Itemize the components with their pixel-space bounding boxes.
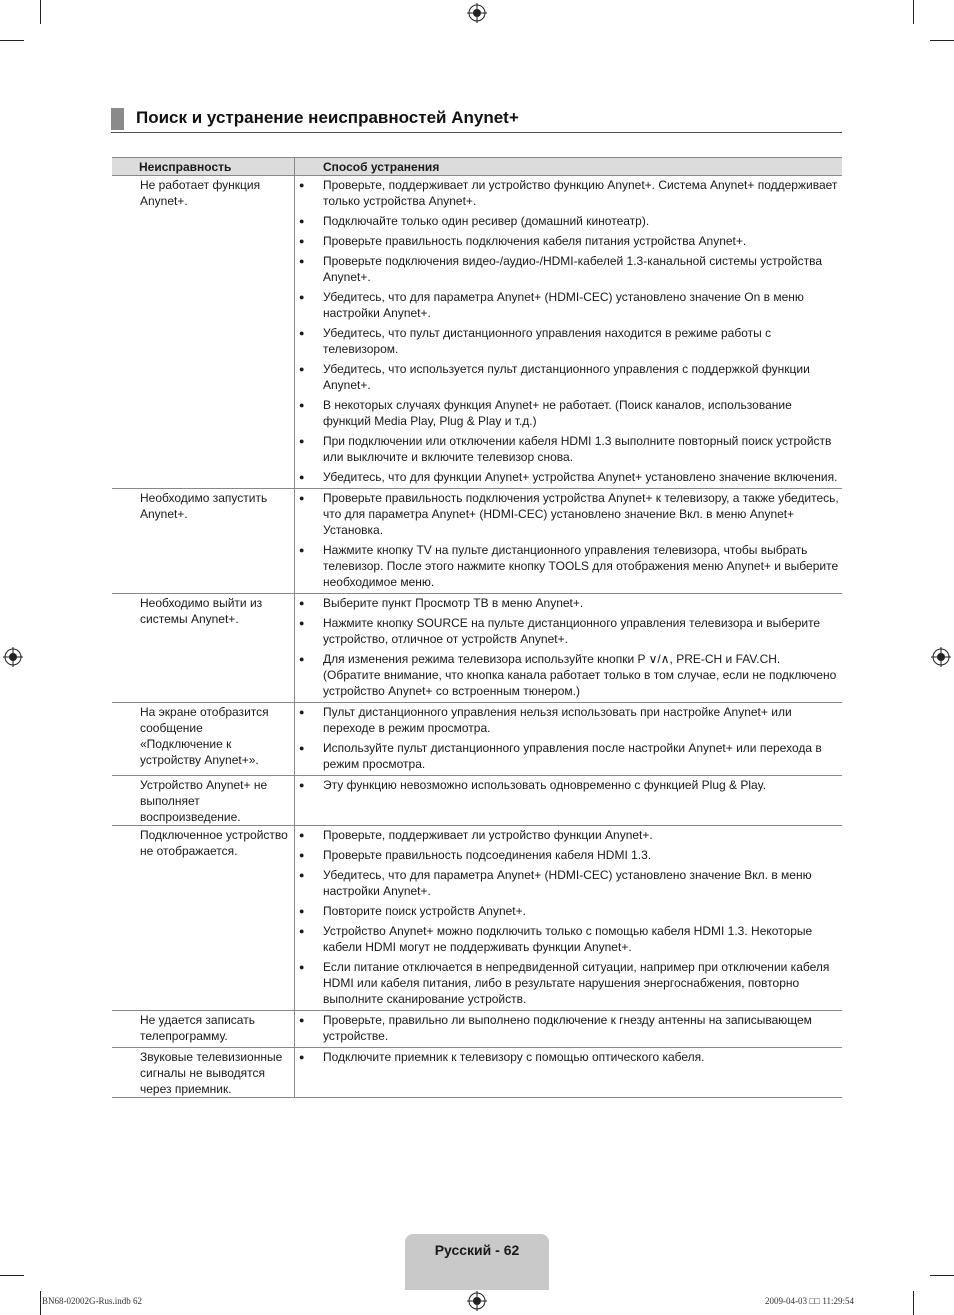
solution-item: ● Проверьте, поддерживает ли устройство функцию Anynet+. Система Anynet+ поддерживает только устройства Anynet+. (295, 176, 842, 212)
solution-item: ● Убедитесь, что для функции Anynet+ устройства Anynet+ установлено значение включения. (295, 468, 842, 488)
crop-mark (930, 40, 954, 41)
table-header-row (112, 158, 842, 176)
title-marker (111, 108, 124, 130)
solution-item: ● Проверьте, правильно ли выполнено подключение к гнезду антенны на записывающем устройстве. (295, 1011, 842, 1047)
section-header (111, 106, 842, 133)
registration-mark-icon (931, 647, 951, 667)
solution-list (295, 1011, 842, 1047)
problem-text: Устройство Anynet+ не выполняет воспроизведение. (140, 778, 268, 824)
solution-item: ● Пульт дистанционного управления нельзя использовать при настройке Anynet+ или переходе в режим просмотра. (295, 703, 842, 739)
crop-mark (913, 1291, 914, 1315)
problem-cell (112, 594, 295, 703)
problem-cell (112, 1048, 295, 1098)
table-row (112, 776, 842, 826)
solution-item: ● При подключении или отключении кабеля HDMI 1.3 выполните повторный поиск устройств или выключите и включите телевизор снова. (295, 432, 842, 468)
solution-item: ● В некоторых случаях функция Anynet+ не работает. (Поиск каналов, использование функций Media Play, Plug & Play и т.д.) (295, 396, 842, 432)
solution-cell (295, 176, 843, 489)
table-row (112, 594, 842, 703)
problem-text: Не удается записать телепрограмму. (140, 1013, 255, 1043)
print-timestamp: 2009-04-03 □□ 11:29:54 (765, 1296, 855, 1306)
solution-item: ● Подключайте только один ресивер (домашний кинотеатр). (295, 212, 842, 232)
solution-cell (295, 776, 843, 826)
registration-mark-icon (467, 1291, 487, 1311)
crop-mark (913, 0, 914, 24)
solution-cell (295, 1011, 843, 1048)
crop-mark (40, 0, 41, 24)
troubleshooting-table (112, 157, 842, 1098)
print-file-name: BN68-02002G-Rus.indb 62 (42, 1296, 143, 1306)
solution-item: ● Проверьте, поддерживает ли устройство функции Anynet+. (295, 826, 842, 846)
problem-text: Не работает функция Anynet+. (140, 178, 261, 208)
solution-cell (295, 594, 843, 703)
column-header-problem: Неисправность (112, 158, 295, 176)
solution-item: ● Убедитесь, что используется пульт дистанционного управления с поддержкой функции Anynet+. (295, 360, 842, 396)
registration-mark-icon (467, 3, 487, 23)
solution-item: ● Убедитесь, что для параметра Anynet+ (HDMI-CEC) установлено значение Вкл. в меню настройки Anynet+. (295, 866, 842, 902)
table-row (112, 703, 842, 776)
solution-list (295, 1048, 842, 1068)
page-number-tab (405, 1234, 549, 1290)
problem-text: Звуковые телевизионные сигналы не выводятся через приемник. (140, 1050, 283, 1096)
crop-mark (0, 1275, 24, 1276)
crop-mark (40, 1291, 41, 1315)
solution-item: ● Подключите приемник к телевизору с помощью оптического кабеля. (295, 1048, 842, 1068)
solution-item: ● Для изменения режима телевизора используйте кнопки P ∨/∧, PRE-CH и FAV.CH. (Обратите внимание, что кнопка канала работает только в том случае, если не подключено устройство Anynet+ со встроенным тюнером.) (295, 650, 842, 702)
solution-cell (295, 1048, 843, 1098)
solution-list (295, 776, 842, 796)
solution-item: ● Проверьте подключения видео-/аудио-/HDMI-кабелей 1.3-канальной системы устройства Anynet+. (295, 252, 842, 288)
registration-mark-icon (3, 647, 23, 667)
solution-list (295, 489, 842, 593)
problem-text: Необходимо запустить Anynet+. (140, 491, 268, 521)
solution-item: ● Эту функцию невозможно использовать одновременно с функцией Plug & Play. (295, 776, 842, 796)
problem-cell (112, 489, 295, 594)
solution-cell (295, 489, 843, 594)
table-body (112, 176, 842, 1098)
problem-text: Подключенное устройство не отображается. (140, 828, 288, 858)
solution-item: ● Нажмите кнопку TV на пульте дистанционного управления телевизора, чтобы выбрать телевизор. После этого нажмите кнопку TOOLS для отображения меню Anynet+ и выберите необходимое меню. (295, 541, 842, 593)
solution-item: ● Убедитесь, что для параметра Anynet+ (HDMI-CEC) установлено значение On в меню настройки Anynet+. (295, 288, 842, 324)
solution-item: ● Повторите поиск устройств Anynet+. (295, 902, 842, 922)
solution-cell (295, 703, 843, 776)
solution-item: ● Используйте пульт дистанционного управления после настройки Anynet+ или перехода в режим просмотра. (295, 739, 842, 775)
table-row (112, 826, 842, 1011)
solution-item: ● Проверьте правильность подключения кабеля питания устройства Anynet+. (295, 232, 842, 252)
column-header-solution: Способ устранения (295, 158, 843, 176)
problem-cell (112, 826, 295, 1011)
solution-item: ● Выберите пункт Просмотр ТВ в меню Anynet+. (295, 594, 842, 614)
problem-cell (112, 776, 295, 826)
solution-list (295, 703, 842, 775)
table-row (112, 1048, 842, 1098)
table-row (112, 176, 842, 489)
crop-mark (0, 40, 24, 41)
solution-item: ● Нажмите кнопку SOURCE на пульте дистанционного управления телевизора и выберите устройство, отличное от устройств Anynet+. (295, 614, 842, 650)
solution-item: ● Если питание отключается в непредвиденной ситуации, например при отключении кабеля HDMI или кабеля питания, либо в результате нарушения энергоснабжения, повторно выполните сканирование устройств. (295, 958, 842, 1010)
page-number: Русский - 62 (434, 1242, 520, 1258)
crop-mark (930, 1275, 954, 1276)
problem-text: Необходимо выйти из системы Anynet+. (140, 596, 263, 626)
table-row (112, 489, 842, 594)
solution-item: ● Проверьте правильность подсоединения кабеля HDMI 1.3. (295, 846, 842, 866)
problem-cell (112, 703, 295, 776)
table-row (112, 1011, 842, 1048)
page-title: Поиск и устранение неисправностей Anynet+ (136, 108, 519, 127)
problem-cell (112, 176, 295, 489)
solution-cell (295, 826, 843, 1011)
solution-item: ● Проверьте правильность подключения устройства Anynet+ к телевизору, а также убедитесь, что для параметра Anynet+ (HDMI-CEC) установлено значение Вкл. в меню Anynet+ Установка. (295, 489, 842, 541)
problem-cell (112, 1011, 295, 1048)
solution-item: ● Убедитесь, что пульт дистанционного управления находится в режиме работы с телевизором. (295, 324, 842, 360)
solution-item: ● Устройство Anynet+ можно подключить только с помощью кабеля HDMI 1.3. Некоторые кабели HDMI могут не поддерживать функции Anynet+. (295, 922, 842, 958)
problem-text: На экране отобразится сообщение «Подключение к устройству Anynet+». (140, 705, 269, 767)
solution-list (295, 176, 842, 488)
solution-list (295, 594, 842, 702)
solution-list (295, 826, 842, 1010)
